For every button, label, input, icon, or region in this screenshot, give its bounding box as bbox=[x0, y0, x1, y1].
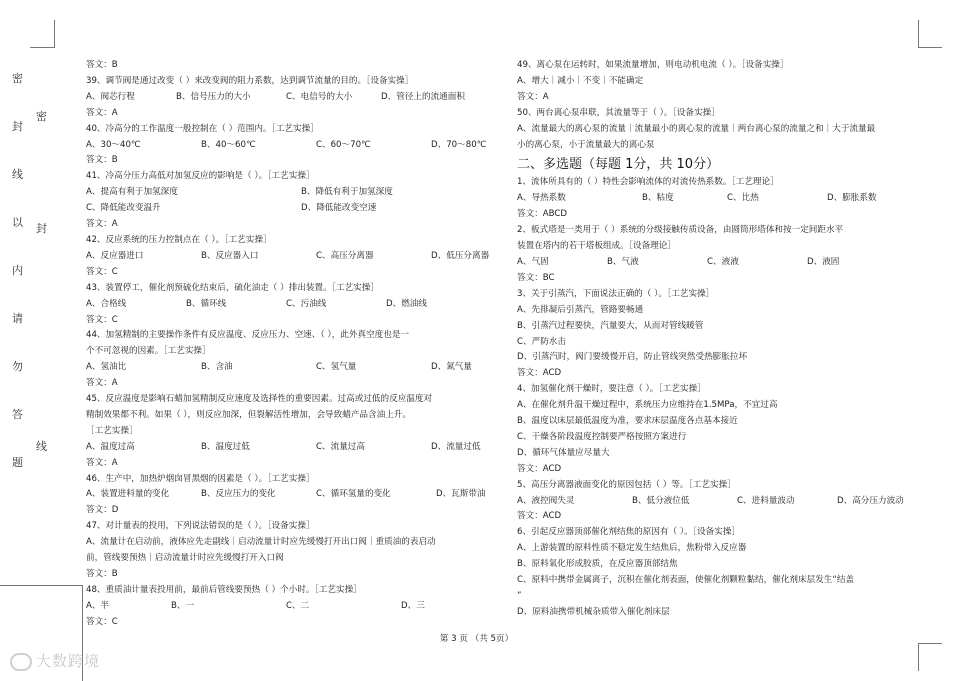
question-line: 44、加氢精制的主要操作条件有反应温度、反应压力、空速、（ ），此外真空度也是一 bbox=[86, 330, 410, 341]
option-text: C、降低能改变温升 bbox=[86, 203, 161, 214]
question-line: 39、调节阀是通过改变（ ）来改变阀的阻力系数，达到调节流量的目的。［设备实操］ bbox=[86, 75, 414, 86]
option-text: C、进料量波动 bbox=[737, 495, 795, 506]
seal-char: 勿 bbox=[12, 360, 23, 373]
option-text: D、流量过低 bbox=[431, 441, 481, 452]
option-text: B、含油 bbox=[201, 362, 233, 373]
question-line: 47、对计量表的投用，下列说法错误的是（ ）。［设备实操］ bbox=[86, 521, 315, 532]
answer-line: 答文：C bbox=[86, 616, 118, 627]
seal-char: 答 bbox=[12, 408, 23, 421]
option-text: A、液控阀失灵 bbox=[517, 495, 575, 506]
option-row bbox=[86, 440, 496, 456]
question-line: C、原料中携带金属离子，沉积在催化剂表面，使催化剂颗粒黏结，催化剂床层发生“结盖 bbox=[517, 575, 855, 586]
crop-mark-top-right-h bbox=[918, 47, 942, 48]
option-row bbox=[86, 90, 496, 106]
right-column bbox=[517, 58, 927, 621]
answer-line: 答文：D bbox=[86, 505, 119, 516]
option-text: D、液固 bbox=[807, 256, 840, 267]
question-line: 前，管线要预热｜启动流量计时应先缓慢打开入口阀 bbox=[86, 553, 284, 564]
question-line: ［工艺实操］ bbox=[86, 425, 138, 436]
question-line: B、原料氧化形成胶质，在反应器顶部结焦 bbox=[517, 559, 678, 570]
question-line: D、循环气体量应尽量大 bbox=[517, 447, 610, 458]
question-line: A、流量最大的离心泵的流量｜流量最小的离心泵的流量｜两台离心泵的流量之和｜大于流量最 bbox=[517, 123, 876, 134]
question-line: A、上游装置的原料性质不稳定发生结焦后，焦粉带入反应器 bbox=[517, 543, 747, 554]
option-text: D、管径上的流通面积 bbox=[381, 91, 465, 102]
answer-line: 答文：ACD bbox=[517, 368, 562, 379]
option-text: B、降低有利于加氢深度 bbox=[301, 187, 393, 198]
option-text: C、氢气量 bbox=[316, 362, 357, 373]
seal-char: 内 bbox=[12, 264, 23, 277]
option-row bbox=[86, 249, 496, 265]
option-row bbox=[86, 185, 496, 201]
seal-char: 密 bbox=[36, 110, 47, 123]
option-text: D、低压分离器 bbox=[431, 250, 490, 261]
option-text: C、污油线 bbox=[286, 298, 327, 309]
question-line: 装置在塔内的若干塔板组成。［设备理论］ bbox=[517, 241, 676, 252]
question-line: 精制效果都不利。如果（ ），则反应加深，但裂解活性增加，会导致蜡产品含油上升。 bbox=[86, 409, 411, 420]
answer-line: 答文：BC bbox=[517, 272, 555, 283]
option-row bbox=[86, 599, 496, 615]
answer-line: 答文：A bbox=[86, 378, 118, 389]
option-text: B、循环线 bbox=[186, 298, 227, 309]
option-row bbox=[86, 487, 496, 503]
option-text: B、气液 bbox=[607, 256, 639, 267]
option-text: A、氢油比 bbox=[86, 362, 127, 373]
crop-mark-top-right-v bbox=[918, 20, 919, 48]
question-line: 小的离心泵，小于流量最大的离心泵 bbox=[517, 139, 655, 150]
question-line: 48、重质油计量表投用前，最前后管线要预热（ ）个小时。［工艺实操］ bbox=[86, 584, 362, 595]
option-text: D、燃油线 bbox=[386, 298, 427, 309]
option-text: C、液液 bbox=[707, 256, 739, 267]
seal-char: 密 bbox=[12, 72, 23, 85]
crop-mark-top-left-h bbox=[30, 47, 54, 48]
option-text: C、循环氢量的变化 bbox=[316, 489, 391, 500]
answer-line: 答文：ACD bbox=[517, 511, 562, 522]
option-text: A、气固 bbox=[517, 256, 549, 267]
question-line: C、严防水击 bbox=[517, 336, 566, 347]
option-text: C、二 bbox=[286, 600, 310, 611]
option-row bbox=[86, 201, 496, 217]
answer-line: 答文：B bbox=[86, 60, 118, 70]
option-text: B、温度过低 bbox=[201, 441, 250, 452]
question-line: 50、两台离心泵串联，其流量等于（ ）。［设备实操］ bbox=[517, 107, 720, 118]
option-text: A、半 bbox=[86, 600, 110, 611]
option-text: A、导热系数 bbox=[517, 193, 566, 204]
option-text: C、流量过高 bbox=[316, 441, 365, 452]
question-line: 45、反应温度是影响石蜡加氢精制反应速度及选择性的重要因素。过高或过低的反应温度对 bbox=[86, 394, 433, 405]
question-line: 41、冷高分压力高低对加氢反应的影响是（ ）。［工艺实操］ bbox=[86, 171, 315, 182]
binding-box-top bbox=[0, 585, 82, 586]
question-line: A、在催化剂升温干燥过程中，系统压力应维持在1.5MPa，不宜过高 bbox=[517, 400, 778, 411]
option-text: D、三 bbox=[401, 600, 425, 611]
seal-char: 题 bbox=[12, 456, 23, 469]
question-line: 5、高压分离器液面变化的原因包括（ ）等。［工艺实操］ bbox=[517, 479, 736, 490]
question-line: A、增大｜减小｜不变｜不能确定 bbox=[517, 75, 644, 86]
question-line: 3、关于引蒸汽，下面说法正确的（ ）。［工艺实操］ bbox=[517, 288, 715, 299]
answer-line: 答文：ACD bbox=[517, 463, 562, 474]
crop-mark-bottom-right-v bbox=[918, 643, 919, 671]
option-row bbox=[86, 138, 496, 154]
option-text: B、信号压力的大小 bbox=[176, 91, 251, 102]
question-line: B、温度以床层最低温度为准，要求床层温度各点基本接近 bbox=[517, 416, 738, 427]
seal-char: 封 bbox=[36, 222, 47, 235]
option-text: D、高分压力波动 bbox=[837, 495, 904, 506]
answer-line: 答文：ABCD bbox=[517, 209, 568, 220]
option-text: D、氮气量 bbox=[431, 362, 472, 373]
question-line: ” bbox=[517, 591, 522, 601]
seal-char: 请 bbox=[12, 312, 23, 325]
question-line: D、原料油携带机械杂质带入催化剂床层 bbox=[517, 606, 670, 617]
option-row bbox=[517, 255, 927, 271]
crop-mark-top-left-v bbox=[54, 20, 55, 48]
question-line: 2、板式塔是一类用于（ ）系统的分级接触传质设备，由圆筒形塔体和按一定间距水平 bbox=[517, 225, 844, 236]
answer-line: 答文：B bbox=[86, 155, 118, 166]
left-column bbox=[86, 58, 496, 631]
option-text: D、降低能改变空速 bbox=[301, 203, 377, 214]
question-line: 1、流体所具有的（ ）特性会影响流体的对流传热系数。［工艺理论］ bbox=[517, 177, 779, 188]
answer-line: 答文：C bbox=[86, 314, 118, 325]
seal-char: 线 bbox=[36, 440, 47, 453]
option-text: C、比热 bbox=[727, 193, 759, 204]
option-text: C、60～70℃ bbox=[316, 139, 371, 150]
question-line: C、干燥各阶段温度控制要严格按照方案进行 bbox=[517, 431, 687, 442]
option-text: A、提高有利于加氢深度 bbox=[86, 187, 178, 198]
option-text: A、反应器进口 bbox=[86, 250, 144, 261]
question-line: A、流量计在启动前，液体应先走副线｜启动流量计时应先缓慢打开出口阀｜重质油的表启动 bbox=[86, 537, 436, 548]
watermark bbox=[10, 650, 100, 671]
option-row bbox=[517, 191, 927, 207]
option-text: C、电信号的大小 bbox=[286, 91, 353, 102]
seal-text-column bbox=[8, 70, 68, 490]
page-footer: 第 3 页 （共 5页） bbox=[439, 634, 514, 644]
option-text: A、温度过高 bbox=[86, 441, 135, 452]
question-line: 6、引起反应器顶部催化剂结焦的原因有（ ）。［设备实操］ bbox=[517, 527, 741, 538]
question-line: D、引蒸汽时，阀门要缓慢开启，防止管线突然受热膨胀拉坏 bbox=[517, 352, 748, 363]
question-line: 49、离心泵在运转时，如果流量增加，则电动机电流（ ）。［设备实操］ bbox=[517, 60, 789, 70]
option-text: B、低分液位低 bbox=[632, 495, 690, 506]
watermark-logo-icon bbox=[10, 653, 32, 671]
option-text: C、高压分离器 bbox=[316, 250, 374, 261]
option-text: B、反应压力的变化 bbox=[201, 489, 276, 500]
question-line: 46、生产中，加热炉烟囱冒黑烟的因素是（ ）。［工艺实操］ bbox=[86, 473, 315, 484]
option-text: B、粘度 bbox=[642, 193, 674, 204]
question-line: 42、反应系统的压力控制点在（ ）。［工艺实操］ bbox=[86, 234, 272, 245]
question-line: B、引蒸汽过程要快，汽量要大，从而对管线暖管 bbox=[517, 320, 704, 331]
option-row bbox=[517, 494, 927, 510]
option-text: B、反应器入口 bbox=[201, 250, 259, 261]
option-text: A、装置进料量的变化 bbox=[86, 489, 170, 500]
answer-line: 答文：C bbox=[86, 266, 118, 277]
option-row bbox=[86, 360, 496, 376]
question-line: 4、加氢催化剂干燥时，要注意（ ）。［工艺实操］ bbox=[517, 384, 706, 395]
option-text: D、70～80℃ bbox=[431, 139, 487, 150]
answer-line: 答文：A bbox=[86, 219, 118, 230]
seal-char: 线 bbox=[12, 168, 23, 181]
question-line: 个不可忽视的因素。［工艺实操］ bbox=[86, 346, 211, 357]
answer-line: 答文：A bbox=[517, 91, 549, 102]
watermark-text: 大数跨境 bbox=[36, 652, 101, 670]
option-text: D、膨胀系数 bbox=[827, 193, 877, 204]
option-text: B、一 bbox=[171, 600, 195, 611]
question-line: 43、装置停工，催化剂预硫化结束后，硫化油走（ ）排出装置。［工艺实操］ bbox=[86, 282, 379, 293]
option-text: A、阀芯行程 bbox=[86, 91, 135, 102]
answer-line: 答文：A bbox=[86, 107, 118, 118]
option-row bbox=[86, 297, 496, 313]
seal-char: 封 bbox=[12, 120, 23, 133]
section-title: 二、多选题（每题 1分，共 10分） bbox=[517, 157, 720, 173]
answer-line: 答文：A bbox=[86, 457, 118, 468]
option-text: B、40～60℃ bbox=[201, 139, 256, 150]
seal-char: 以 bbox=[12, 216, 23, 229]
question-line: 40、冷高分的工作温度一般控制在（ ）范围内。［工艺实操］ bbox=[86, 123, 319, 134]
question-line: A、先排凝后引蒸汽，管路要畅通 bbox=[517, 304, 644, 315]
option-text: A、30～40℃ bbox=[86, 139, 141, 150]
option-text: D、瓦斯带油 bbox=[436, 489, 486, 500]
option-text: A、合格线 bbox=[86, 298, 127, 309]
answer-line: 答文：B bbox=[86, 569, 118, 579]
